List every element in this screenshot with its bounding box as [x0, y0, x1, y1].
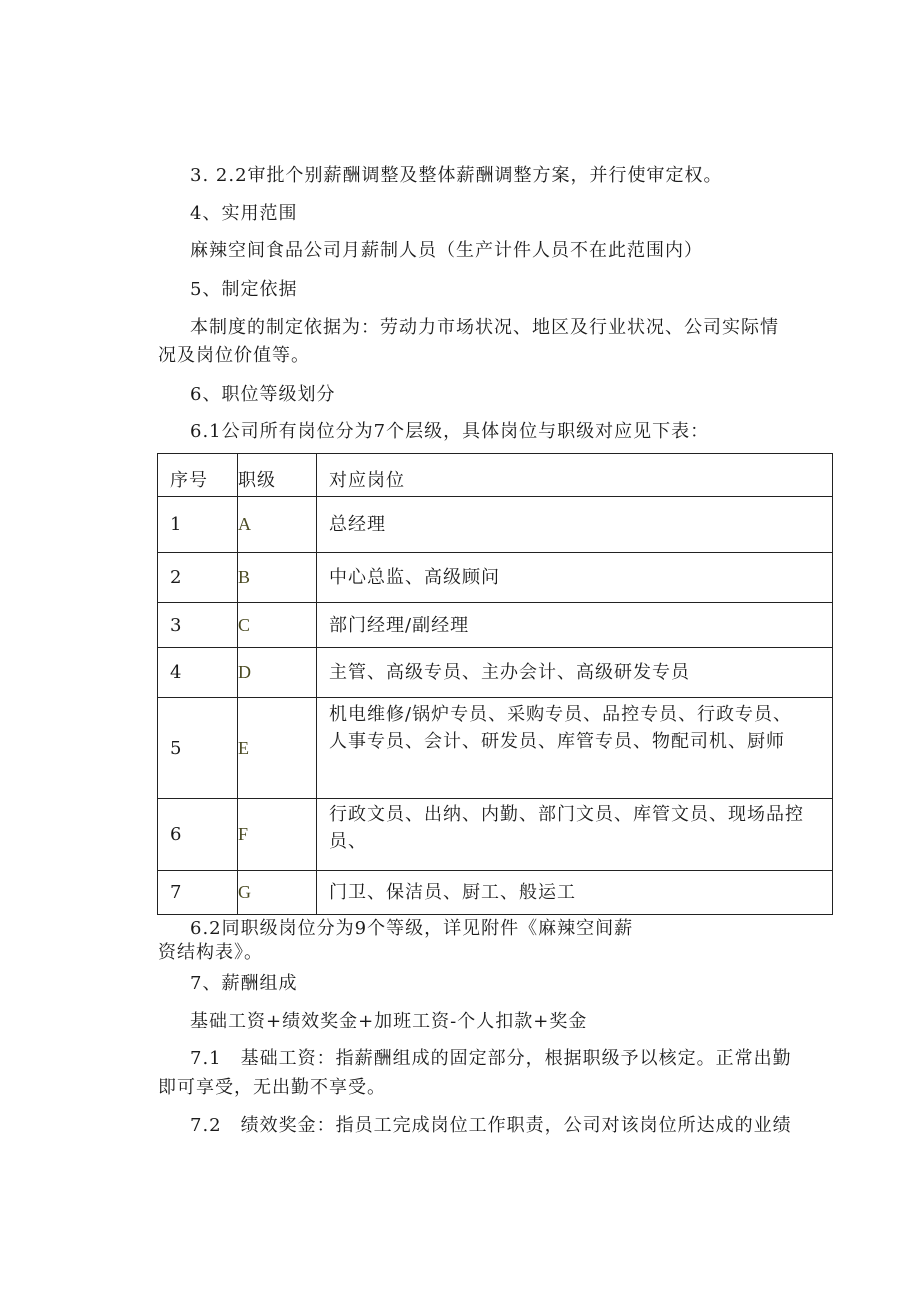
paragraph-salary-formula: 基础工资+绩效奖金+加班工资-个人扣款+奖金 [190, 1011, 588, 1032]
row-grade: D [238, 648, 317, 698]
paragraph-basis-line1: 本制度的制定依据为：劳动力市场状况、地区及行业状况、公司实际情 [190, 317, 779, 338]
row-positions: 总经理 [317, 497, 833, 553]
heading-basis: 5、制定依据 [190, 279, 298, 300]
row-number: 3 [158, 603, 238, 648]
row-grade: G [238, 871, 317, 915]
row-number: 2 [158, 553, 238, 603]
row-number: 6 [158, 799, 238, 871]
row-grade: E [238, 698, 317, 799]
row-positions: 中心总监、高级顾问 [317, 553, 833, 603]
row-number: 7 [158, 871, 238, 915]
row-number: 1 [158, 497, 238, 553]
row-positions: 机电维修/锅炉专员、采购专员、品控专员、行政专员、 人事专员、会计、研发员、库管专员、物配司机、厨师 [317, 698, 833, 799]
row-grade: B [238, 553, 317, 603]
table-row [158, 497, 833, 553]
paragraph-grade-levels-line2: 资结构表》。 [158, 942, 263, 963]
paragraph-grade-intro: 6.1公司所有岗位分为7个层级，具体岗位与职级对应见下表： [190, 421, 710, 442]
row-grade: F [238, 799, 317, 871]
row-number: 4 [158, 648, 238, 698]
paragraph-scope: 麻辣空间食品公司月薪制人员（生产计件人员不在此范围内） [190, 240, 703, 261]
header-grade: 职级 [238, 454, 317, 497]
row-number: 5 [158, 698, 238, 799]
row-positions: 主管、高级专员、主办会计、高级研发专员 [317, 648, 833, 698]
paragraph-grade-levels-line1: 6.2同职级岗位分为9个等级，详见附件《麻辣空间薪 [190, 918, 634, 939]
header-positions: 对应岗位 [317, 454, 833, 497]
row-grade: A [238, 497, 317, 553]
row-positions: 部门经理/副经理 [317, 603, 833, 648]
header-number: 序号 [158, 454, 238, 497]
table-row [158, 553, 833, 603]
paragraph-approval: 3. 2.2审批个别薪酬调整及整体薪酬调整方案，并行使审定权。 [190, 165, 723, 186]
table-row [158, 871, 833, 915]
row-positions: 行政文员、出纳、内勤、部门文员、库管文员、现场品控 员、 [317, 799, 833, 871]
paragraph-basis-line2: 况及岗位价值等。 [158, 345, 310, 366]
grade-table [157, 453, 833, 915]
row-positions: 门卫、保洁员、厨工、般运工 [317, 871, 833, 915]
paragraph-base-salary-line2: 即可享受，无出勤不享受。 [158, 1077, 386, 1098]
paragraph-performance-bonus: 7.2 绩效奖金：指员工完成岗位工作职责，公司对该岗位所达成的业绩 [190, 1115, 792, 1136]
table-row [158, 698, 833, 799]
table-header-row [158, 454, 833, 497]
heading-salary-composition: 7、薪酬组成 [190, 973, 298, 994]
heading-scope: 4、实用范围 [190, 203, 298, 224]
heading-grade-division: 6、职位等级划分 [190, 384, 336, 405]
table-row [158, 648, 833, 698]
table-row [158, 799, 833, 871]
table-row [158, 603, 833, 648]
paragraph-base-salary-line1: 7.1 基础工资：指薪酬组成的固定部分，根据职级予以核定。正常出勤 [190, 1048, 792, 1069]
row-grade: C [238, 603, 317, 648]
